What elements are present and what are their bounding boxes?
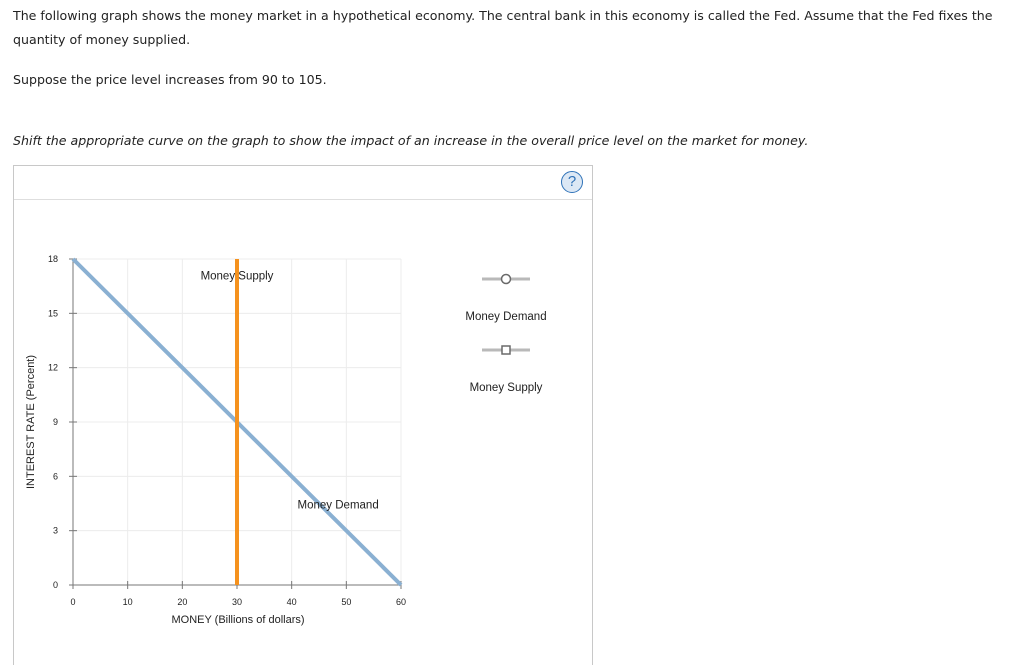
x-tick-label: 10 xyxy=(122,597,133,607)
x-tick-label: 0 xyxy=(70,597,76,607)
palette-demand-handle-icon[interactable] xyxy=(502,275,511,284)
palette-supply-label: Money Supply xyxy=(469,382,543,394)
question-intro: The following graph shows the money market in a hypothetical economy. The central bank in this economy is called the Fed. Assume that the Fed fixes the quantity of money supplied. xyxy=(13,8,993,47)
y-tick-label: 12 xyxy=(47,362,58,373)
y-tick-label: 18 xyxy=(47,254,58,264)
palette-supply-handle-icon[interactable] xyxy=(502,346,510,354)
x-tick-label: 60 xyxy=(395,597,407,607)
x-tick-label: 50 xyxy=(341,597,352,607)
money-demand-curve-label: Money Demand xyxy=(297,499,379,512)
y-tick-label: 15 xyxy=(47,308,58,319)
y-tick-label: 6 xyxy=(52,471,58,482)
y-tick-label: 3 xyxy=(52,525,58,536)
help-icon[interactable]: ? xyxy=(561,171,583,193)
chart-labels xyxy=(25,270,379,626)
palette-demand-label: Money Demand xyxy=(465,311,547,323)
x-tick-label: 30 xyxy=(231,597,243,607)
chart-ticks xyxy=(48,254,406,607)
price-level-statement: Suppose the price level increases from 90 to 105. xyxy=(13,72,327,87)
x-tick-label: 20 xyxy=(177,597,188,607)
y-tick-label: 9 xyxy=(52,417,58,427)
y-axis-label: INTEREST RATE (Percent) xyxy=(25,354,37,490)
question-instruction: Shift the appropriate curve on the graph to show the impact of an increase in the overall price level on the market for money. xyxy=(13,133,809,148)
x-tick-label: 40 xyxy=(286,597,297,607)
money-supply-curve-label: Money Supply xyxy=(200,270,274,283)
y-tick-label: 0 xyxy=(52,580,58,590)
curve-palette xyxy=(465,275,546,395)
x-axis-label: MONEY (Billions of dollars) xyxy=(171,614,305,626)
